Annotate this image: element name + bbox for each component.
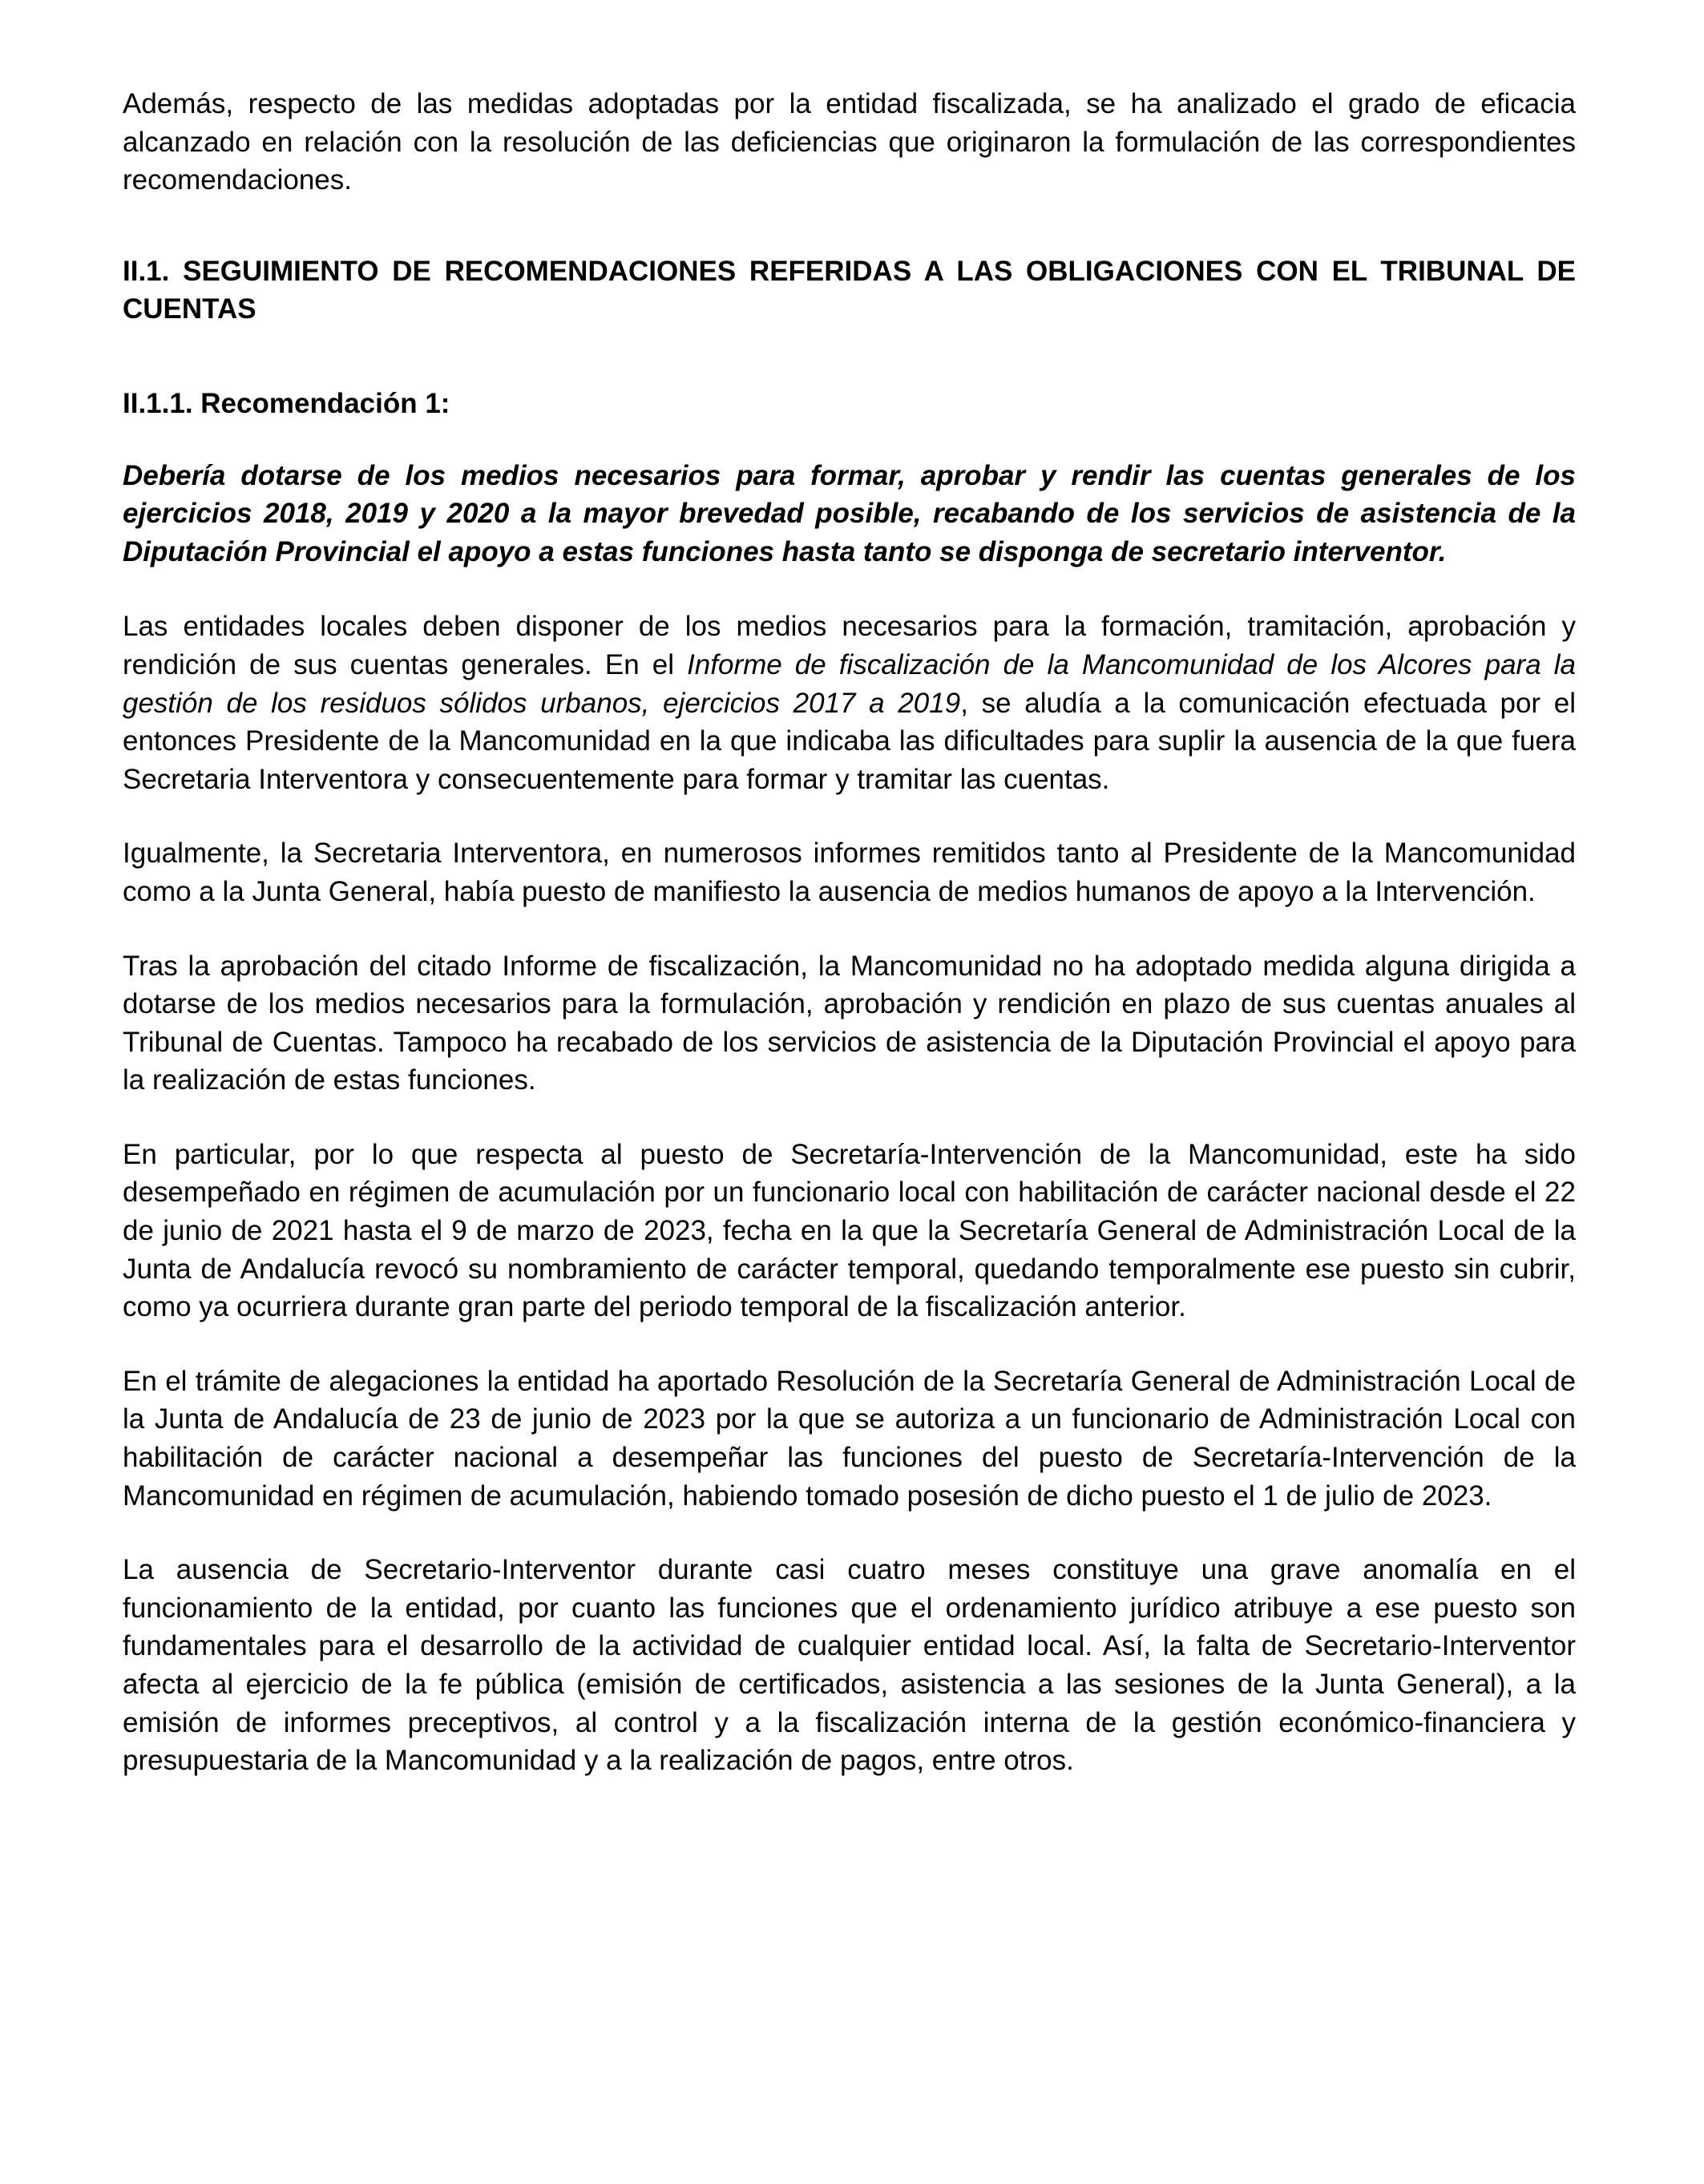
- paragraph-3: Tras la aprobación del citado Informe de fiscalización, la Mancomunidad no ha adoptado medida alguna dirigida a dotarse de los medios necesarios para la formulación, aprobación y rendición en plazo de sus cuentas anuales al Tribunal de Cuentas. Tampoco ha recabado de los servicios de asistencia de la Diputación Provincial el apoyo para la realización de estas funciones.: [123, 950, 1576, 1096]
- paragraph-1: [123, 608, 1576, 798]
- document-page: [123, 85, 1576, 1816]
- intro-paragraph: Además, respecto de las medidas adoptadas por la entidad fiscalizada, se ha analizado el grado de eficacia alcanzado en relación con la resolución de las deficiencias que originaron la formulación de las correspondientes recomendaciones.: [123, 88, 1576, 196]
- paragraph-1-text-cont: , se aludía a la comunicación efectuada por el entonces Presidente de la Mancomunidad en la que indicaba las dificultades para suplir la ausencia de la que fuera Secretaria Interventora y consecuentemente para formar y tramitar las cuentas.: [123, 687, 1576, 795]
- paragraph-4: En particular, por lo que respecta al puesto de Secretaría-Intervención de la Mancomunidad, este ha sido desempeñado en régimen de acumulación por un funcionario local con habilitación de carácter nacional desde el 22 de junio de 2021 hasta el 9 de marzo de 2023, fecha en la que la Secretaría General de Administración Local de la Junta de Andalucía revocó su nombramiento de carácter temporal, quedando temporalmente ese puesto sin cubrir, como ya ocurriera durante gran parte del periodo temporal de la fiscalización anterior.: [123, 1138, 1576, 1323]
- paragraph-6: La ausencia de Secretario-Interventor durante casi cuatro meses constituye una grave anomalía en el funcionamiento de la entidad, por cuanto las funciones que el ordenamiento jurídico atribuye a ese puesto son fundamentales para el desarrollo de la actividad de cualquier entidad local. Así, la falta de Secretario-Interventor afecta al ejercicio de la fe pública (emisión de certificados, asistencia a las sesiones de la Junta General), a la emisión de informes preceptivos, al control y a la fiscalización interna de la gestión económico-financiera y presupuestaria de la Mancomunidad y a la realización de pagos, entre otros.: [123, 1554, 1576, 1777]
- subsection-heading: II.1.1. Recomendación 1:: [123, 387, 450, 419]
- paragraph-2: Igualmente, la Secretaria Interventora, en numerosos informes remitidos tanto al Presidente de la Mancomunidad como a la Junta General, había puesto de manifiesto la ausencia de medios humanos de apoyo a la Intervención.: [123, 838, 1576, 907]
- paragraph-1-text: Las entidades locales deben disponer de los medios necesarios para la formación, tramitación, aprobación y rendición de sus cuentas generales. En el: [123, 611, 1576, 680]
- section-heading: II.1. SEGUIMIENTO DE RECOMENDACIONES REFERIDAS A LAS OBLIGACIONES CON EL TRIBUNAL DE CUENTAS: [123, 255, 1576, 325]
- recommendation-text: Debería dotarse de los medios necesarios para formar, aprobar y rendir las cuentas generales de los ejercicios 2018, 2019 y 2020 a la mayor brevedad posible, recabando de los servicios de asistencia de la Diputación Provincial el apoyo a estas funciones hasta tanto se disponga de secretario interventor.: [123, 459, 1576, 567]
- paragraph-5: En el trámite de alegaciones la entidad ha aportado Resolución de la Secretaría General de Administración Local de la Junta de Andalucía de 23 de junio de 2023 por la que se autoriza a un funcionario de Administración Local con habilitación de carácter nacional a desempeñar las funciones del puesto de Secretaría-Intervención de la Mancomunidad en régimen de acumulación, habiendo tomado posesión de dicho puesto el 1 de julio de 2023.: [123, 1365, 1576, 1512]
- report-title: Informe de fiscalización de la Mancomunidad de los Alcores para la gestión de los residuos sólidos urbanos, ejercicios 2017 a 2019: [123, 648, 1576, 719]
